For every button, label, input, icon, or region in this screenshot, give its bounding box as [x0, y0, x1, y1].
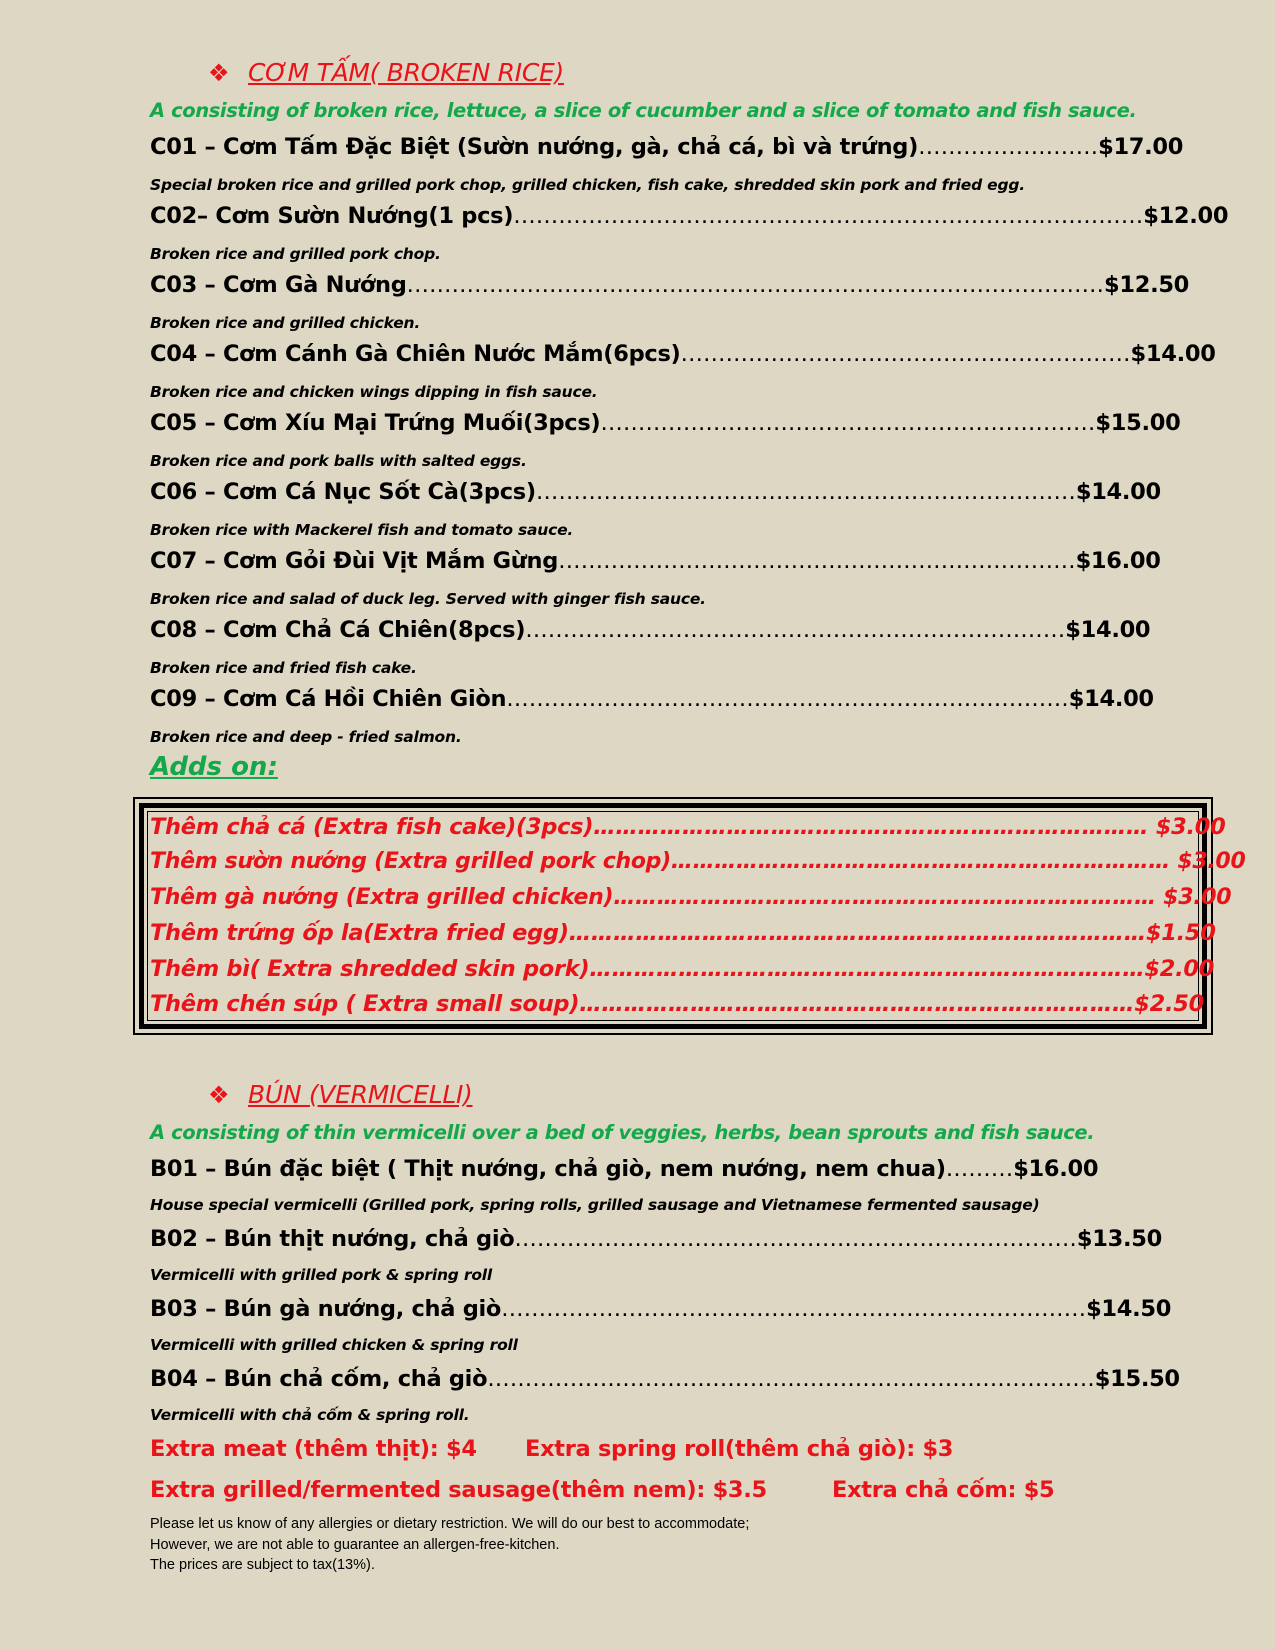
menu-item-c03	[150, 272, 1189, 298]
item-name: B02 – Bún thịt nướng, chả giò	[150, 1226, 515, 1252]
addon-name: Thêm gà nướng (Extra grilled chicken)	[150, 885, 614, 910]
addon-price: $3.00	[1170, 849, 1246, 874]
addon-dots: …………………………………………………………………	[593, 814, 1149, 840]
adds-on-title: Adds on:	[150, 752, 278, 782]
menu-item-c01	[150, 134, 1183, 160]
item-name: C07 – Cơm Gỏi Đùi Vịt Mắm Gừng	[150, 548, 559, 574]
menu-item-c09	[150, 686, 1154, 712]
addon-name: Thêm chén súp ( Extra small soup)	[150, 991, 580, 1017]
addon-price: $2.50	[1134, 991, 1204, 1017]
item-desc-b04: Vermicelli with chả cốm & spring roll.	[150, 1406, 470, 1424]
section-title-vermicelli	[208, 1080, 473, 1109]
item-desc-b02: Vermicelli with grilled pork & spring roll	[150, 1266, 493, 1284]
item-price: $15.50	[1094, 1366, 1180, 1392]
item-desc-c03: Broken rice and grilled chicken.	[150, 314, 421, 332]
item-name: C05 – Cơm Xíu Mại Trứng Muối(3pcs)	[150, 410, 601, 436]
item-desc-c01: Special broken rice and grilled pork chop, grilled chicken, fish cake, shredded skin pork and fried egg.	[150, 176, 1025, 194]
section-title-text: BÚN (VERMICELLI)	[248, 1080, 473, 1109]
section-title-broken-rice	[208, 58, 564, 87]
addon-item	[150, 849, 1245, 874]
addon-price: $1.50	[1145, 920, 1216, 946]
item-name: C02– Cơm Sườn Nướng(1 pcs)	[150, 203, 514, 229]
item-price: $12.50	[1104, 272, 1190, 298]
extra-cha-com: Extra chả cốm: $5	[832, 1477, 1055, 1503]
item-name: C01 – Cơm Tấm Đặc Biệt (Sườn nướng, gà, chả cá, bì và trứng)	[150, 134, 919, 160]
tax-note: The prices are subject to tax(13%).	[150, 1557, 375, 1573]
item-price: $13.50	[1076, 1226, 1162, 1252]
item-price: $15.00	[1095, 410, 1181, 436]
item-dots: ……………………………………………………………	[558, 548, 1076, 574]
item-dots: ……………………	[918, 134, 1099, 160]
item-dots: ………	[945, 1156, 1014, 1182]
item-desc-c05: Broken rice and pork balls with salted eggs.	[150, 452, 527, 470]
item-price: $16.00	[1013, 1156, 1099, 1182]
extra-sausage: Extra grilled/fermented sausage(thêm nem): $3.5	[150, 1477, 767, 1503]
item-desc-c02: Broken rice and grilled pork chop.	[150, 245, 441, 263]
extra-spring-roll: Extra spring roll(thêm chả giò): $3	[525, 1436, 954, 1462]
menu-item-c08	[150, 617, 1150, 643]
item-dots: ……………………………………………………………………	[501, 1296, 1087, 1322]
menu-item-c04	[150, 341, 1216, 367]
addon-dots: …………………………………………………………………	[589, 956, 1145, 982]
item-desc-c04: Broken rice and chicken wings dipping in fish sauce.	[150, 383, 598, 401]
item-name: C03 – Cơm Gà Nướng	[150, 272, 407, 298]
item-name: B01 – Bún đặc biệt ( Thịt nướng, chả giò, nem nướng, nem chua)	[150, 1156, 946, 1182]
menu-item-c02	[150, 203, 1228, 229]
item-dots: ……………………………………………………	[680, 341, 1131, 367]
item-price: $14.00	[1068, 686, 1154, 712]
menu-item-b04	[150, 1366, 1180, 1392]
item-name: C09 – Cơm Cá Hồi Chiên Giòn	[150, 686, 507, 712]
addon-price: $3.00	[1148, 814, 1226, 840]
addon-dots: …………………………………………………………………	[579, 991, 1135, 1017]
addon-dots: ……………………………………………………………………	[568, 920, 1146, 946]
item-dots: ………………………………………………………………	[525, 617, 1066, 643]
item-desc-b03: Vermicelli with grilled chicken & spring roll	[150, 1336, 518, 1354]
section-intro-vermicelli: A consisting of thin vermicelli over a bed of veggies, herbs, bean sprouts and fish sauce.	[150, 1121, 1095, 1144]
menu-item-c05	[150, 410, 1180, 436]
item-dots: …………………………………………………………………	[506, 686, 1069, 712]
item-name: C06 – Cơm Cá Nục Sốt Cà(3pcs)	[150, 479, 536, 505]
item-dots: …………………………………………………………	[600, 410, 1096, 436]
item-name: B04 – Bún chả cốm, chả giò	[150, 1366, 488, 1392]
item-dots: ………………………………………………………………………	[487, 1366, 1095, 1392]
item-desc-c09: Broken rice and deep - fried salmon.	[150, 728, 462, 746]
item-price: $14.00	[1065, 617, 1151, 643]
addon-dots: ……………………………………………………………	[670, 849, 1170, 874]
addon-name: Thêm sườn nướng (Extra grilled pork chop)	[150, 849, 671, 874]
addon-dots: …………………………………………………………………	[613, 885, 1156, 910]
item-price: $14.00	[1130, 341, 1216, 367]
item-dots: …………………………………………………………………………	[513, 203, 1144, 229]
extra-meat: Extra meat (thêm thịt): $4	[150, 1436, 477, 1462]
allergen-guarantee-note: However, we are not able to guarantee an allergen-free-kitchen.	[150, 1537, 560, 1553]
addon-name: Thêm bì( Extra shredded skin pork)	[150, 956, 590, 982]
item-name: C04 – Cơm Cánh Gà Chiên Nước Mắm(6pcs)	[150, 341, 681, 367]
addon-name: Thêm trứng ốp la(Extra fried egg)	[150, 920, 569, 946]
item-price: $14.00	[1075, 479, 1161, 505]
menu-item-c06	[150, 479, 1161, 505]
menu-item-b03	[150, 1296, 1171, 1322]
addon-item	[150, 956, 1214, 982]
addon-name: Thêm chả cá (Extra fish cake)(3pcs)	[150, 814, 594, 840]
item-price: $16.00	[1075, 548, 1161, 574]
menu-item-b02	[150, 1226, 1162, 1252]
menu-item-b01	[150, 1156, 1098, 1182]
item-dots: …………………………………………………………………………………	[406, 272, 1105, 298]
addon-price: $2.00	[1144, 956, 1215, 982]
diamond-bullet-icon: ❖	[208, 59, 230, 87]
addon-item	[150, 920, 1216, 946]
section-title-text: CƠM TẤM( BROKEN RICE)	[248, 58, 564, 87]
item-name: B03 – Bún gà nướng, chả giò	[150, 1296, 502, 1322]
item-desc-c07: Broken rice and salad of duck leg. Served with ginger fish sauce.	[150, 590, 706, 608]
item-price: $12.00	[1143, 203, 1229, 229]
section-intro-broken-rice: A consisting of broken rice, lettuce, a slice of cucumber and a slice of tomato and fish sauce.	[150, 99, 1137, 122]
item-price: $14.50	[1086, 1296, 1172, 1322]
addon-item	[150, 885, 1231, 910]
addon-item	[150, 814, 1225, 840]
addon-price: $3.00	[1155, 885, 1232, 910]
allergy-note: Please let us know of any allergies or dietary restriction. We will do our best to accommodate;	[150, 1516, 750, 1532]
diamond-bullet-icon: ❖	[208, 1081, 230, 1109]
item-desc-c08: Broken rice and fried fish cake.	[150, 659, 417, 677]
item-desc-c06: Broken rice with Mackerel fish and tomato sauce.	[150, 521, 574, 539]
item-dots: ………………………………………………………………	[535, 479, 1076, 505]
item-desc-b01: House special vermicelli (Grilled pork, spring rolls, grilled sausage and Vietnamese fermented sausage)	[150, 1196, 1040, 1214]
item-name: C08 – Cơm Chả Cá Chiên(8pcs)	[150, 617, 526, 643]
menu-item-c07	[150, 548, 1161, 574]
item-price: $17.00	[1098, 134, 1184, 160]
item-dots: …………………………………………………………………	[514, 1226, 1077, 1252]
addon-item	[150, 991, 1204, 1017]
